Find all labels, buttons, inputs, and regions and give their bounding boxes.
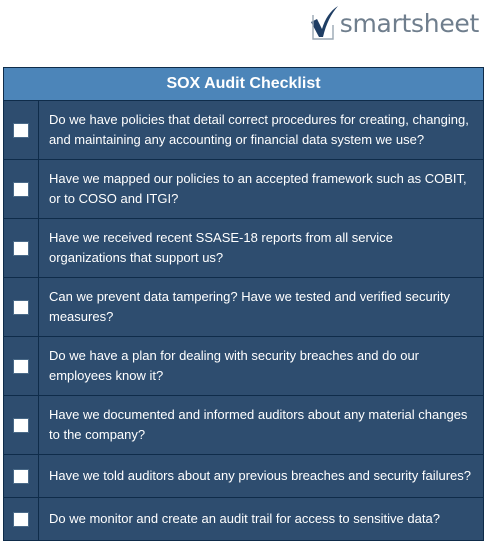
checklist-item-text: Do we have policies that detail correct procedures for creating, changing, and maintaining any accounting or financial data system we use? bbox=[49, 112, 469, 148]
sox-audit-checklist bbox=[3, 67, 484, 541]
logo-wordmark: smartsheet bbox=[339, 8, 479, 38]
checkbox[interactable] bbox=[13, 359, 29, 374]
checklist-item-text: Have we told auditors about any previous breaches and security failures? bbox=[49, 468, 472, 484]
checklist-item-text: Have we documented and informed auditors about any material changes to the company? bbox=[49, 407, 468, 443]
checkbox[interactable] bbox=[13, 123, 29, 138]
checklist-item-text: Do we monitor and create an audit trail for access to sensitive data? bbox=[49, 511, 440, 527]
checklist-item-text: Have we mapped our policies to an accepted framework such as COBIT, or to COSO and ITGI? bbox=[49, 171, 467, 207]
checkbox-cell bbox=[4, 101, 39, 159]
checklist-row bbox=[4, 498, 483, 540]
checklist-row bbox=[4, 396, 483, 455]
checkbox[interactable] bbox=[13, 182, 29, 197]
checkbox-cell bbox=[4, 160, 39, 218]
checklist-item-text: Do we have a plan for dealing with security breaches and do our employees know it? bbox=[49, 348, 419, 384]
checklist-item-text: Can we prevent data tampering? Have we tested and verified security measures? bbox=[49, 289, 451, 325]
checklist-item-text: Have we received recent SSASE-18 reports from all service organizations that support us? bbox=[49, 230, 393, 266]
checkbox[interactable] bbox=[13, 418, 29, 433]
checklist-row bbox=[4, 101, 483, 160]
checkbox[interactable] bbox=[13, 512, 29, 527]
smartsheet-logo bbox=[309, 3, 479, 43]
checkbox-cell bbox=[4, 219, 39, 277]
checkbox[interactable] bbox=[13, 300, 29, 315]
checkbox-cell bbox=[4, 278, 39, 336]
checkbox-cell bbox=[4, 337, 39, 395]
checklist-title: SOX Audit Checklist bbox=[4, 68, 483, 101]
checklist-row bbox=[4, 337, 483, 396]
checkbox[interactable] bbox=[13, 241, 29, 256]
checklist-row bbox=[4, 455, 483, 498]
checkbox-cell bbox=[4, 396, 39, 454]
checklist-row bbox=[4, 278, 483, 337]
checklist-row bbox=[4, 219, 483, 278]
checklist-row bbox=[4, 160, 483, 219]
checkbox-cell bbox=[4, 498, 39, 540]
checkbox-cell bbox=[4, 455, 39, 497]
checkbox[interactable] bbox=[13, 469, 29, 484]
checkmark-logo-icon bbox=[309, 5, 339, 41]
